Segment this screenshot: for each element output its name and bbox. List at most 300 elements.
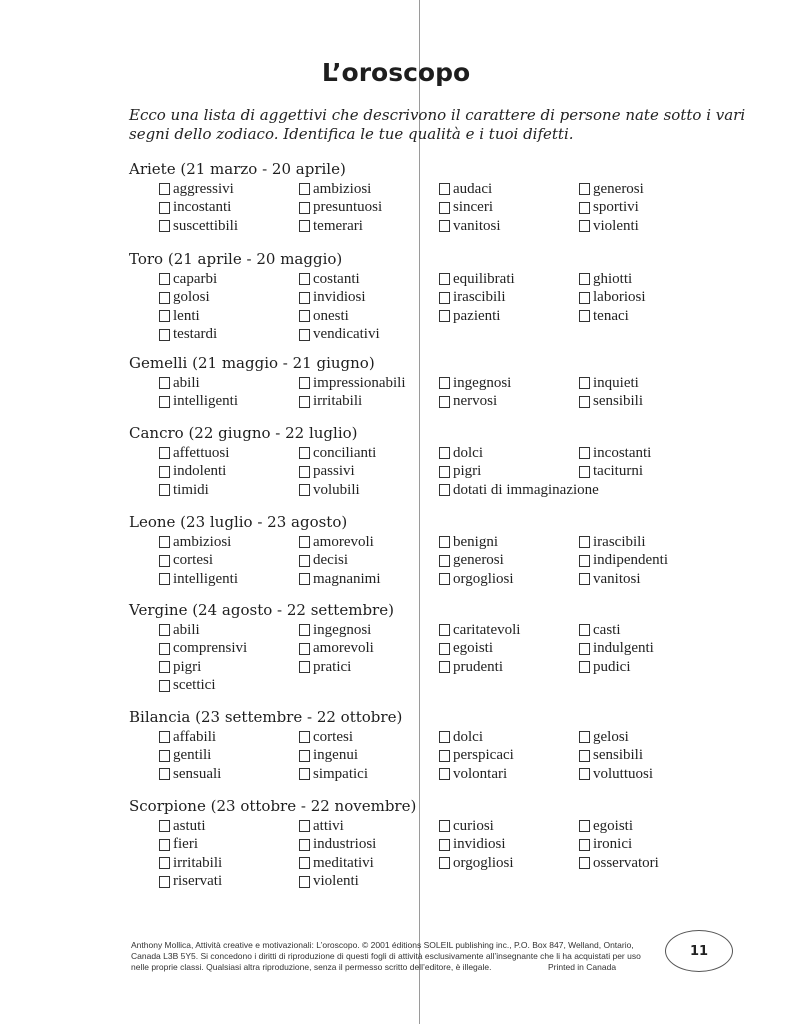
checkbox[interactable] bbox=[299, 750, 310, 762]
adjective-label: temerari bbox=[313, 217, 363, 234]
intro-line-2: segni dello zodiaco. Identifica le tue qualità e i tuoi difetti. bbox=[129, 125, 574, 143]
adjective-label: abili bbox=[173, 621, 200, 638]
checkbox[interactable] bbox=[579, 820, 590, 832]
checkbox[interactable] bbox=[299, 839, 310, 851]
adjective-label: abili bbox=[173, 374, 200, 391]
checkbox[interactable] bbox=[299, 466, 310, 478]
adjective-label: irritabili bbox=[173, 854, 223, 871]
adjective-checkbox-item[interactable] bbox=[439, 836, 506, 854]
adjective-checkbox-item[interactable] bbox=[159, 481, 209, 499]
adjective-label: caritatevoli bbox=[453, 621, 521, 638]
adjective-checkbox-item[interactable] bbox=[299, 570, 381, 588]
adjective-checkbox-item[interactable] bbox=[439, 817, 494, 835]
adjective-checkbox-item[interactable] bbox=[299, 199, 382, 217]
adjective-checkbox-item[interactable] bbox=[439, 444, 483, 462]
adjective-label: volontari bbox=[453, 765, 508, 782]
adjective-checkbox-item[interactable] bbox=[439, 463, 481, 481]
adjective-label: vanitosi bbox=[453, 217, 501, 234]
adjective-label: inquieti bbox=[593, 374, 639, 391]
checkbox[interactable] bbox=[159, 292, 170, 304]
checkbox[interactable] bbox=[159, 273, 170, 285]
adjective-checkbox-item[interactable] bbox=[159, 677, 215, 695]
checkbox[interactable] bbox=[299, 876, 310, 888]
checkbox[interactable] bbox=[299, 377, 310, 389]
checkbox[interactable] bbox=[579, 661, 590, 673]
checkbox[interactable] bbox=[299, 202, 310, 214]
adjective-label: simpatici bbox=[313, 765, 368, 782]
adjective-checkbox-item[interactable] bbox=[159, 307, 200, 325]
checkbox[interactable] bbox=[299, 820, 310, 832]
adjective-checkbox-item[interactable] bbox=[579, 570, 641, 588]
checkbox[interactable] bbox=[159, 466, 170, 478]
adjective-label: equilibrati bbox=[453, 270, 515, 287]
adjective-label: sensibili bbox=[593, 393, 644, 409]
adjective-checkbox-item[interactable] bbox=[159, 873, 222, 891]
checkbox[interactable] bbox=[439, 377, 450, 389]
adjective-checkbox-item[interactable] bbox=[299, 393, 362, 411]
adjective-label: riservati bbox=[173, 873, 223, 889]
adjective-checkbox-item[interactable] bbox=[159, 463, 226, 481]
adjective-label: costanti bbox=[313, 270, 360, 287]
adjective-checkbox-item[interactable] bbox=[159, 765, 221, 783]
adjective-checkbox-item[interactable] bbox=[299, 180, 371, 198]
adjective-checkbox-item[interactable] bbox=[439, 374, 511, 392]
checkbox[interactable] bbox=[579, 573, 590, 585]
page-number-badge bbox=[665, 930, 733, 972]
adjective-label: affabili bbox=[173, 728, 217, 745]
adjective-checkbox-item[interactable] bbox=[579, 817, 633, 835]
checkbox[interactable] bbox=[439, 220, 450, 232]
checkbox[interactable] bbox=[159, 768, 170, 780]
checkbox[interactable] bbox=[299, 555, 310, 567]
checkbox[interactable] bbox=[439, 310, 450, 322]
adjective-checkbox-item[interactable] bbox=[439, 180, 492, 198]
adjective-label: taciturni bbox=[593, 463, 643, 479]
checkbox[interactable] bbox=[299, 768, 310, 780]
checkbox[interactable] bbox=[159, 731, 170, 743]
adjective-label: generosi bbox=[593, 180, 644, 197]
checkbox[interactable] bbox=[159, 820, 170, 832]
checkbox[interactable] bbox=[439, 555, 450, 567]
checkbox[interactable] bbox=[439, 396, 450, 408]
checkbox[interactable] bbox=[159, 484, 170, 496]
adjective-checkbox-item[interactable] bbox=[159, 393, 238, 411]
adjective-checkbox-item[interactable] bbox=[439, 640, 493, 658]
adjective-checkbox-item[interactable] bbox=[579, 393, 643, 411]
adjective-label: ghiotti bbox=[593, 270, 633, 287]
checkbox[interactable] bbox=[159, 310, 170, 322]
adjective-label: indipendenti bbox=[593, 552, 668, 568]
adjective-checkbox-item[interactable] bbox=[159, 817, 206, 835]
adjective-label: sensuali bbox=[173, 765, 222, 782]
adjective-label: perspicaci bbox=[453, 747, 514, 763]
adjective-checkbox-item[interactable] bbox=[579, 552, 668, 570]
adjective-label: dotati di immaginazione bbox=[453, 481, 599, 498]
checkbox[interactable] bbox=[439, 731, 450, 743]
adjective-label: violenti bbox=[593, 217, 639, 234]
adjective-checkbox-item[interactable] bbox=[159, 621, 200, 639]
adjective-label: affettuosi bbox=[173, 444, 230, 461]
adjective-label: pazienti bbox=[453, 307, 501, 324]
section-heading: Toro (21 aprile - 20 maggio) bbox=[129, 250, 343, 268]
adjective-label: benigni bbox=[453, 533, 498, 550]
adjective-checkbox-item[interactable] bbox=[299, 463, 355, 481]
checkbox[interactable] bbox=[299, 661, 310, 673]
checkbox[interactable] bbox=[159, 447, 170, 459]
checkbox[interactable] bbox=[299, 643, 310, 655]
adjective-checkbox-item[interactable] bbox=[299, 217, 363, 235]
checkbox[interactable] bbox=[579, 624, 590, 636]
checkbox[interactable] bbox=[439, 273, 450, 285]
adjective-checkbox-item[interactable] bbox=[299, 873, 359, 891]
adjective-label: sensibili bbox=[593, 747, 644, 763]
checkbox[interactable] bbox=[439, 624, 450, 636]
adjective-checkbox-item[interactable] bbox=[299, 533, 374, 551]
adjective-label: dolci bbox=[453, 728, 483, 745]
checkbox[interactable] bbox=[299, 329, 310, 341]
adjective-label: ingenui bbox=[313, 747, 358, 763]
adjective-checkbox-item[interactable] bbox=[439, 199, 493, 217]
adjective-checkbox-item[interactable] bbox=[439, 533, 498, 551]
adjective-checkbox-item[interactable] bbox=[579, 854, 659, 872]
adjective-label: laboriosi bbox=[593, 289, 646, 305]
checkbox[interactable] bbox=[299, 731, 310, 743]
section-heading: Cancro (22 giugno - 22 luglio) bbox=[129, 424, 358, 442]
section-heading: Vergine (24 agosto - 22 settembre) bbox=[129, 601, 394, 619]
adjective-label: fieri bbox=[173, 836, 198, 852]
checkbox[interactable] bbox=[159, 220, 170, 232]
adjective-checkbox-item[interactable] bbox=[299, 728, 353, 746]
checkbox[interactable] bbox=[159, 202, 170, 214]
adjective-checkbox-item[interactable] bbox=[299, 836, 376, 854]
adjective-label: presuntuosi bbox=[313, 199, 383, 215]
checkbox[interactable] bbox=[579, 731, 590, 743]
adjective-label: concilianti bbox=[313, 444, 377, 461]
adjective-checkbox-item[interactable] bbox=[439, 765, 507, 783]
adjective-checkbox-item[interactable] bbox=[579, 217, 639, 235]
adjective-checkbox-item[interactable] bbox=[579, 640, 654, 658]
adjective-label: amorevoli bbox=[313, 533, 374, 550]
adjective-checkbox-item[interactable] bbox=[439, 621, 520, 639]
adjective-checkbox-item[interactable] bbox=[159, 552, 213, 570]
adjective-checkbox-item[interactable] bbox=[439, 289, 506, 307]
checkbox[interactable] bbox=[579, 292, 590, 304]
adjective-label: nervosi bbox=[453, 393, 498, 409]
adjective-checkbox-item[interactable] bbox=[299, 374, 406, 392]
checkbox[interactable] bbox=[439, 661, 450, 673]
checkbox[interactable] bbox=[439, 536, 450, 548]
adjective-label: egoisti bbox=[593, 817, 633, 834]
adjective-checkbox-item[interactable] bbox=[579, 463, 643, 481]
adjective-checkbox-item[interactable] bbox=[159, 836, 198, 854]
adjective-label: gelosi bbox=[593, 728, 629, 745]
checkbox[interactable] bbox=[579, 839, 590, 851]
adjective-label: attivi bbox=[313, 817, 344, 834]
adjective-label: decisi bbox=[313, 552, 348, 568]
adjective-checkbox-item[interactable] bbox=[439, 481, 599, 499]
adjective-checkbox-item[interactable] bbox=[579, 444, 651, 462]
adjective-label: impressionabili bbox=[313, 374, 406, 391]
adjective-checkbox-item[interactable] bbox=[439, 552, 504, 570]
adjective-label: prudenti bbox=[453, 658, 503, 675]
adjective-checkbox-item[interactable] bbox=[159, 180, 234, 198]
section-heading: Leone (23 luglio - 23 agosto) bbox=[129, 513, 348, 531]
checkbox[interactable] bbox=[439, 183, 450, 195]
checkbox[interactable] bbox=[159, 643, 170, 655]
checkbox[interactable] bbox=[159, 183, 170, 195]
checkbox[interactable] bbox=[579, 857, 590, 869]
checkbox[interactable] bbox=[439, 643, 450, 655]
adjective-label: irritabili bbox=[313, 393, 363, 409]
adjective-checkbox-item[interactable] bbox=[579, 533, 646, 551]
adjective-checkbox-item[interactable] bbox=[159, 570, 238, 588]
adjective-label: osservatori bbox=[593, 854, 659, 871]
checkbox[interactable] bbox=[439, 292, 450, 304]
adjective-checkbox-item[interactable] bbox=[579, 658, 631, 676]
checkbox[interactable] bbox=[579, 310, 590, 322]
adjective-label: ambiziosi bbox=[173, 533, 232, 550]
footer-line-3: nelle proprie classi. Qualsiasi altra riproduzione, senza il permesso scritto dell’editore, è illegale. bbox=[131, 962, 492, 972]
adjective-checkbox-item[interactable] bbox=[579, 270, 632, 288]
adjective-label: vendicativi bbox=[313, 326, 380, 342]
adjective-label: ambiziosi bbox=[313, 180, 372, 197]
adjective-checkbox-item[interactable] bbox=[159, 854, 222, 872]
section-heading: Bilancia (23 settembre - 22 ottobre) bbox=[129, 708, 403, 726]
checkbox[interactable] bbox=[299, 573, 310, 585]
adjective-checkbox-item[interactable] bbox=[159, 289, 210, 307]
adjective-label: vanitosi bbox=[593, 570, 641, 587]
adjective-label: dolci bbox=[453, 444, 483, 461]
footer-copyright bbox=[131, 940, 661, 973]
adjective-checkbox-item[interactable] bbox=[159, 658, 201, 676]
adjective-label: audaci bbox=[453, 180, 493, 197]
adjective-checkbox-item[interactable] bbox=[159, 533, 231, 551]
adjective-checkbox-item[interactable] bbox=[439, 270, 515, 288]
adjective-label: lenti bbox=[173, 307, 200, 324]
page-fold-line bbox=[419, 0, 420, 1024]
adjective-label: ironici bbox=[593, 836, 633, 852]
checkbox[interactable] bbox=[579, 220, 590, 232]
checkbox[interactable] bbox=[159, 750, 170, 762]
checkbox[interactable] bbox=[439, 857, 450, 869]
adjective-label: testardi bbox=[173, 326, 218, 342]
adjective-checkbox-item[interactable] bbox=[299, 444, 376, 462]
adjective-checkbox-item[interactable] bbox=[159, 326, 217, 344]
checkbox[interactable] bbox=[579, 466, 590, 478]
checkbox[interactable] bbox=[299, 273, 310, 285]
checkbox[interactable] bbox=[579, 768, 590, 780]
adjective-label: violenti bbox=[313, 873, 359, 889]
footer-line-1: Anthony Mollica, Attività creative e motivazionali: L’oroscopo. © 2001 éditions SOLEIL publishing inc., P.O. Box 847, Welland, Ontario, bbox=[131, 940, 634, 950]
checkbox[interactable] bbox=[159, 573, 170, 585]
checkbox[interactable] bbox=[579, 447, 590, 459]
adjective-checkbox-item[interactable] bbox=[299, 854, 374, 872]
checkbox[interactable] bbox=[159, 555, 170, 567]
checkbox[interactable] bbox=[159, 329, 170, 341]
adjective-checkbox-item[interactable] bbox=[159, 217, 238, 235]
adjective-checkbox-item[interactable] bbox=[159, 199, 231, 217]
adjective-checkbox-item[interactable] bbox=[159, 747, 211, 765]
adjective-checkbox-item[interactable] bbox=[579, 374, 639, 392]
adjective-label: egoisti bbox=[453, 640, 493, 656]
adjective-checkbox-item[interactable] bbox=[299, 326, 380, 344]
adjective-label: ingegnosi bbox=[453, 374, 512, 391]
adjective-checkbox-item[interactable] bbox=[159, 444, 229, 462]
adjective-label: intelligenti bbox=[173, 570, 238, 587]
adjective-checkbox-item[interactable] bbox=[299, 552, 348, 570]
adjective-label: timidi bbox=[173, 481, 209, 498]
adjective-label: ingegnosi bbox=[313, 621, 372, 638]
adjective-checkbox-item[interactable] bbox=[439, 658, 503, 676]
adjective-checkbox-item[interactable] bbox=[579, 728, 629, 746]
adjective-checkbox-item[interactable] bbox=[299, 817, 344, 835]
adjective-checkbox-item[interactable] bbox=[439, 854, 514, 872]
checkbox[interactable] bbox=[579, 643, 590, 655]
adjective-label: orgogliosi bbox=[453, 854, 514, 871]
checkbox[interactable] bbox=[439, 768, 450, 780]
checkbox[interactable] bbox=[159, 680, 170, 692]
checkbox[interactable] bbox=[439, 484, 450, 496]
adjective-checkbox-item[interactable] bbox=[579, 836, 632, 854]
adjective-label: sportivi bbox=[593, 199, 639, 215]
adjective-label: sinceri bbox=[453, 199, 493, 215]
checkbox[interactable] bbox=[579, 183, 590, 195]
adjective-label: scettici bbox=[173, 677, 216, 693]
adjective-label: comprensivi bbox=[173, 640, 248, 656]
adjective-checkbox-item[interactable] bbox=[299, 621, 371, 639]
adjective-label: pratici bbox=[313, 658, 352, 675]
checkbox[interactable] bbox=[579, 555, 590, 567]
adjective-checkbox-item[interactable] bbox=[579, 307, 629, 325]
adjective-label: curiosi bbox=[453, 817, 494, 834]
adjective-checkbox-item[interactable] bbox=[579, 199, 639, 217]
checkbox[interactable] bbox=[299, 447, 310, 459]
checkbox[interactable] bbox=[299, 536, 310, 548]
adjective-checkbox-item[interactable] bbox=[299, 270, 360, 288]
page-number: 11 bbox=[689, 943, 709, 959]
checkbox[interactable] bbox=[579, 377, 590, 389]
checkbox[interactable] bbox=[439, 466, 450, 478]
checkbox[interactable] bbox=[159, 377, 170, 389]
adjective-label: indolenti bbox=[173, 463, 227, 479]
checkbox[interactable] bbox=[159, 876, 170, 888]
intro-text bbox=[129, 106, 746, 144]
checkbox[interactable] bbox=[579, 536, 590, 548]
adjective-checkbox-item[interactable] bbox=[579, 747, 643, 765]
adjective-checkbox-item[interactable] bbox=[159, 640, 247, 658]
page-title: L’oroscopo bbox=[321, 58, 471, 87]
adjective-label: meditativi bbox=[313, 854, 374, 871]
checkbox[interactable] bbox=[579, 273, 590, 285]
adjective-label: incostanti bbox=[593, 444, 652, 461]
adjective-label: industriosi bbox=[313, 836, 377, 852]
adjective-label: caparbi bbox=[173, 270, 218, 287]
checkbox[interactable] bbox=[439, 820, 450, 832]
checkbox[interactable] bbox=[579, 202, 590, 214]
checkbox[interactable] bbox=[159, 857, 170, 869]
adjective-label: generosi bbox=[453, 552, 504, 568]
adjective-checkbox-item[interactable] bbox=[439, 570, 514, 588]
adjective-label: cortesi bbox=[173, 552, 213, 568]
adjective-checkbox-item[interactable] bbox=[579, 289, 646, 307]
checkbox[interactable] bbox=[159, 839, 170, 851]
adjective-label: astuti bbox=[173, 817, 206, 834]
checkbox[interactable] bbox=[159, 624, 170, 636]
checkbox[interactable] bbox=[299, 292, 310, 304]
section-heading: Scorpione (23 ottobre - 22 novembre) bbox=[129, 797, 417, 815]
adjective-checkbox-item[interactable] bbox=[299, 765, 368, 783]
checkbox[interactable] bbox=[579, 750, 590, 762]
adjective-label: magnanimi bbox=[313, 570, 381, 587]
adjective-checkbox-item[interactable] bbox=[299, 658, 351, 676]
adjective-checkbox-item[interactable] bbox=[299, 289, 366, 307]
adjective-label: cortesi bbox=[313, 728, 353, 745]
checkbox[interactable] bbox=[579, 396, 590, 408]
adjective-label: pigri bbox=[453, 463, 482, 479]
adjective-checkbox-item[interactable] bbox=[439, 393, 497, 411]
checkbox[interactable] bbox=[439, 839, 450, 851]
checkbox[interactable] bbox=[299, 310, 310, 322]
checkbox[interactable] bbox=[159, 536, 170, 548]
section-heading: Gemelli (21 maggio - 21 giugno) bbox=[129, 354, 375, 372]
checkbox[interactable] bbox=[439, 202, 450, 214]
checkbox[interactable] bbox=[159, 661, 170, 673]
adjective-label: pudici bbox=[593, 658, 631, 675]
adjective-checkbox-item[interactable] bbox=[579, 180, 644, 198]
adjective-label: voluttuosi bbox=[593, 765, 654, 782]
adjective-label: incostanti bbox=[173, 199, 232, 215]
checkbox[interactable] bbox=[299, 220, 310, 232]
adjective-label: golosi bbox=[173, 289, 210, 305]
adjective-checkbox-item[interactable] bbox=[299, 640, 374, 658]
adjective-checkbox-item[interactable] bbox=[439, 307, 500, 325]
checkbox[interactable] bbox=[299, 857, 310, 869]
adjective-checkbox-item[interactable] bbox=[159, 374, 200, 392]
checkbox[interactable] bbox=[299, 484, 310, 496]
adjective-label: irascibili bbox=[453, 289, 506, 305]
adjective-label: tenaci bbox=[593, 307, 629, 324]
adjective-label: invidiosi bbox=[453, 836, 506, 852]
adjective-checkbox-item[interactable] bbox=[159, 270, 217, 288]
checkbox[interactable] bbox=[439, 573, 450, 585]
adjective-checkbox-item[interactable] bbox=[159, 728, 216, 746]
adjective-checkbox-item[interactable] bbox=[439, 747, 514, 765]
adjective-checkbox-item[interactable] bbox=[439, 728, 483, 746]
section-heading: Ariete (21 marzo - 20 aprile) bbox=[129, 160, 346, 178]
adjective-checkbox-item[interactable] bbox=[579, 765, 653, 783]
adjective-label: passivi bbox=[313, 463, 355, 479]
adjective-label: indulgenti bbox=[593, 640, 654, 656]
checkbox[interactable] bbox=[439, 750, 450, 762]
checkbox[interactable] bbox=[439, 447, 450, 459]
intro-line-1: Ecco una lista di aggettivi che descrivono il carattere di persone nate sotto i vari bbox=[129, 106, 746, 124]
adjective-label: volubili bbox=[313, 481, 360, 498]
adjective-checkbox-item[interactable] bbox=[439, 217, 501, 235]
adjective-label: suscettibili bbox=[173, 217, 238, 234]
adjective-label: onesti bbox=[313, 307, 349, 324]
adjective-label: amorevoli bbox=[313, 640, 374, 656]
adjective-checkbox-item[interactable] bbox=[299, 307, 349, 325]
checkbox[interactable] bbox=[299, 624, 310, 636]
checkbox[interactable] bbox=[159, 396, 170, 408]
adjective-label: casti bbox=[593, 621, 621, 638]
adjective-checkbox-item[interactable] bbox=[299, 481, 360, 499]
checkbox[interactable] bbox=[299, 396, 310, 408]
adjective-checkbox-item[interactable] bbox=[299, 747, 358, 765]
adjective-checkbox-item[interactable] bbox=[579, 621, 621, 639]
checkbox[interactable] bbox=[299, 183, 310, 195]
adjective-label: intelligenti bbox=[173, 393, 238, 409]
